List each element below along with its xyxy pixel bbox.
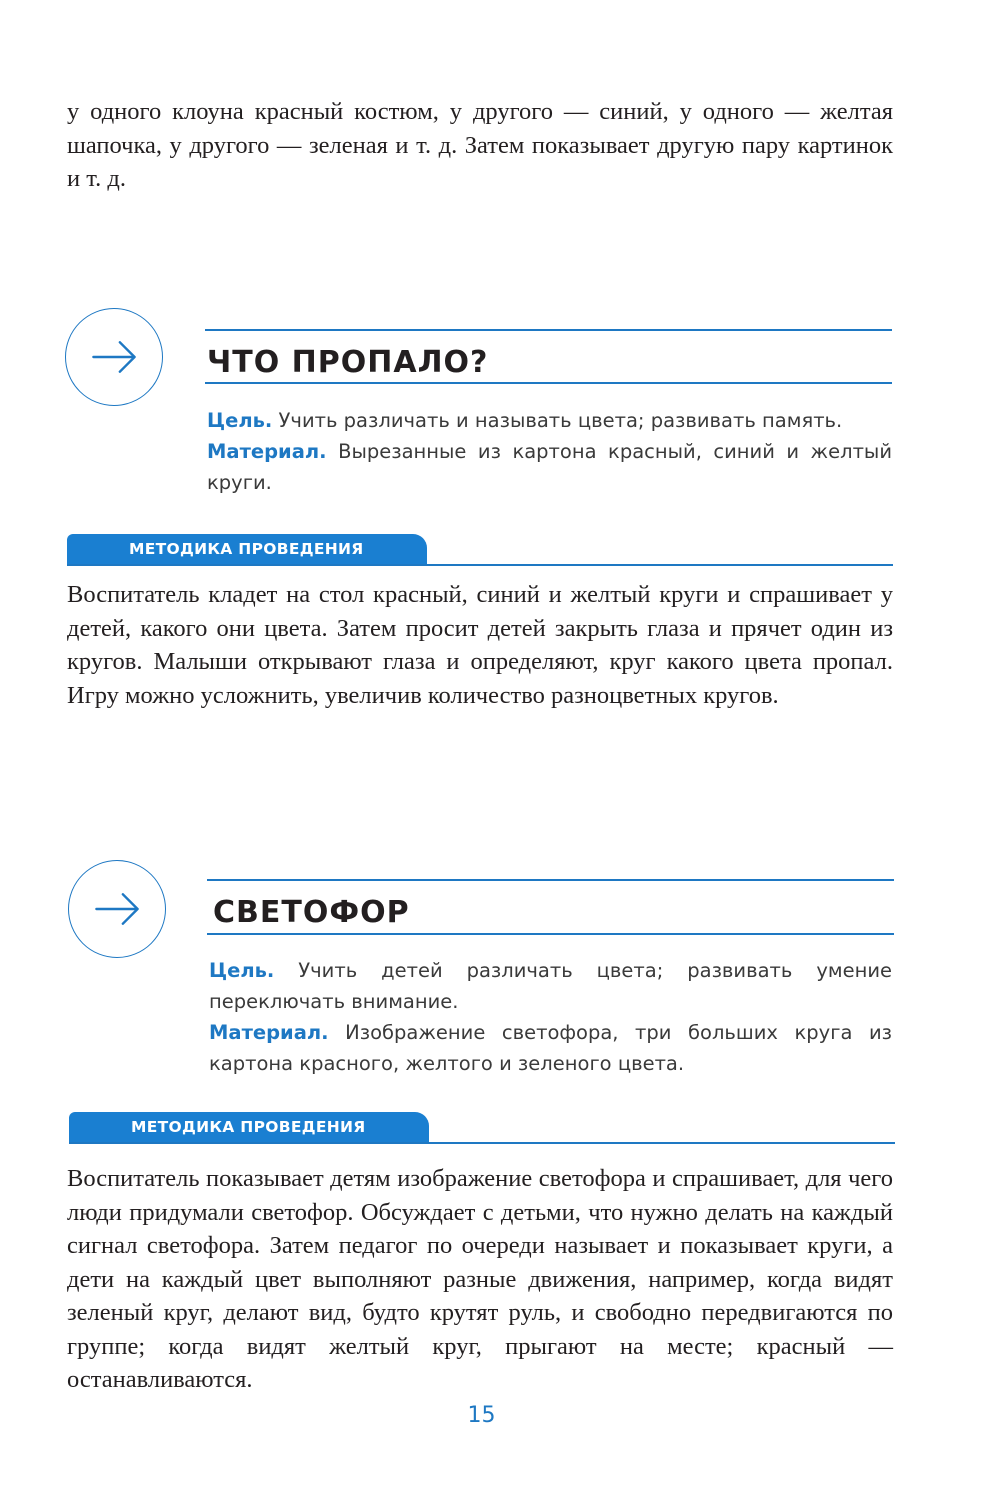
page-number: 15	[467, 1403, 496, 1428]
material-text: Вырезанные из картона красный, синий и желтый круги.	[207, 440, 892, 494]
intro-paragraph: у одного клоуна красный костюм, у другого — синий, у одного — желтая шапочка, у другого — зеленая и т. д. Затем показывает другую пару картинок и т. д.	[67, 98, 893, 192]
arrow-right-icon	[68, 860, 166, 958]
method-text: Воспитатель кладет на стол красный, синий и желтый круги и спрашивает у детей, какого они цвета. Затем просит детей закрыть глаза и прячет один из кругов. Малыши открывают глаза и определяют, круг какого цвета пропал. Игру можно усложнить, увеличив количество разноцветных кругов.	[67, 581, 893, 709]
material-line	[207, 436, 892, 498]
goal-line	[209, 955, 892, 1017]
title-rule-bottom	[205, 382, 892, 384]
game-info	[209, 955, 892, 1079]
game-title: СВЕТОФОР	[213, 895, 410, 930]
method-header	[67, 534, 893, 566]
method-text: Воспитатель показывает детям изображение светофора и спрашивает, для чего люди придумали светофор. Обсуждает с детьми, что нужно делать на каждый сигнал светофора. Затем педагог по очереди называет и показывает круги, а дети на каждый цвет выполняют разные движения, например, когда видят зеленый круг, делают вид, будто крутят руль, и свободно передвигаются по группе; когда видят желтый круг, прыгают на месте; красный — останавливаются.	[67, 1165, 893, 1393]
title-rule-bottom	[207, 933, 894, 935]
material-label: Материал.	[207, 440, 327, 463]
game-info	[207, 405, 892, 498]
title-rule-top	[207, 879, 894, 881]
title-rule-top	[205, 329, 892, 331]
method-rule	[67, 564, 893, 566]
material-text: Изображение светофора, три больших круга из картона красного, желтого и зеленого цвета.	[209, 1021, 892, 1075]
goal-line	[207, 405, 892, 436]
goal-label: Цель.	[207, 409, 273, 432]
material-line	[209, 1017, 892, 1079]
goal-text: Учить различать и называть цвета; развивать память.	[278, 409, 843, 432]
arrow-right-icon	[65, 308, 163, 406]
material-label: Материал.	[209, 1021, 329, 1044]
goal-text: Учить детей различать цвета; развивать умение переключать внимание.	[209, 959, 892, 1013]
method-header	[69, 1112, 895, 1144]
goal-label: Цель.	[209, 959, 275, 982]
method-tab: МЕТОДИКА ПРОВЕДЕНИЯ	[69, 1112, 429, 1142]
method-tab: МЕТОДИКА ПРОВЕДЕНИЯ	[67, 534, 427, 564]
method-rule	[69, 1142, 895, 1144]
game-title: ЧТО ПРОПАЛО?	[207, 345, 489, 380]
